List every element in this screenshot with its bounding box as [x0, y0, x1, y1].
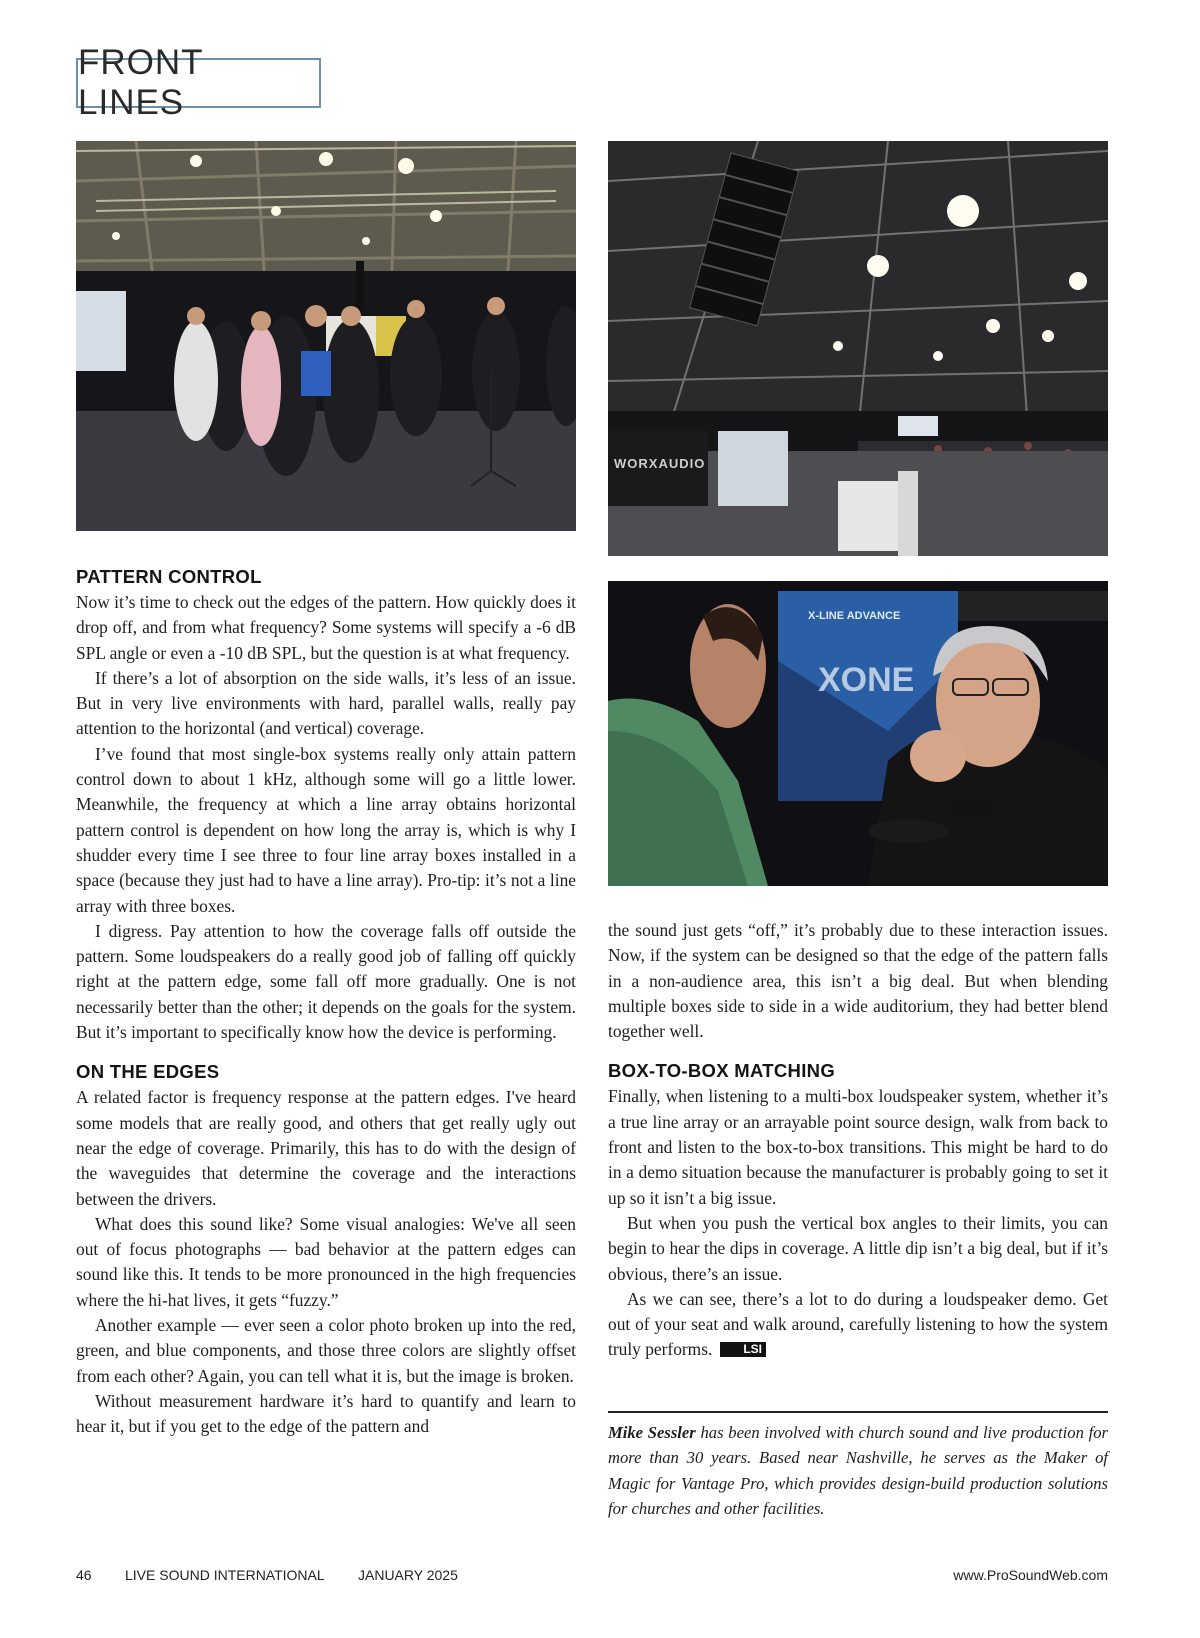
page-number: 46 [76, 1567, 92, 1583]
heading-on-the-edges: ON THE EDGES [76, 1061, 220, 1083]
paragraph: Now it’s time to check out the edges of the pattern. How quickly does it drop off, and from what frequency? Some systems will specify a -6 dB SPL angle or even a -10 dB SPL, but the question is at what frequency. [76, 592, 576, 663]
paragraph: What does this sound like? Some visual analogies: We've all seen out of focus photographs — bad behavior at the pattern edges can sound like this. It tends to be more pronounced in the high frequencies where the hi-hat lives, it gets “fuzzy.” [76, 1213, 576, 1310]
paragraph-final-text: As we can see, there’s a lot to do during a loudspeaker demo. Get out of your seat and walk around, carefully listening to how the system truly performs. [608, 1288, 1108, 1360]
end-mark: LSI [720, 1342, 766, 1357]
paragraph: I’ve found that most single-box systems really only attain pattern control down to about 1 kHz, although some will go a little lower. Meanwhile, the frequency at which a line array obtains horizontal pattern control is dependent on how long the array is, which is why I shudder every time I see three to four line array boxes installed in a space (because they just had to have a line array). Pro-tip: it’s not a line array with three boxes. [76, 743, 576, 916]
paragraph: If there’s a lot of absorption on the side walls, it’s less of an issue. But in very live environments with hard, parallel walls, really pay attention to the horizontal (and vertical) coverage. [76, 667, 576, 739]
author-name: Mike Sessler [608, 1423, 696, 1442]
magazine-name: LIVE SOUND INTERNATIONAL [125, 1567, 325, 1583]
issue-date: JANUARY 2025 [358, 1567, 458, 1583]
heading-pattern-control: PATTERN CONTROL [76, 566, 262, 587]
paragraph: Another example — ever seen a color photo broken up into the red, green, and blue components, and those three colors are slightly offset from each other? Again, you can tell what it is, but the image is broken. [76, 1315, 576, 1386]
worxaudio-sign: WORXAUDIO [614, 456, 706, 471]
article-column-left [76, 564, 576, 1440]
paragraph-final [608, 1287, 1108, 1363]
paragraph: A related factor is frequency response at the pattern edges. I've heard some models that are really good, and others that get really ugly out near the edge of coverage. Primarily, this has to do with the design of the waveguides that determine the coverage and the interactions between the drivers. [76, 1087, 576, 1209]
xone-sign: XONE [818, 661, 915, 699]
paragraph: Without measurement hardware it’s hard to quantify and learn to hear it, but if you get to the edge of the pattern and [76, 1390, 576, 1437]
section-label: FRONT LINES [76, 58, 321, 108]
photo-booth-conversation [608, 581, 1108, 886]
author-bio [608, 1420, 1108, 1521]
paragraph: Finally, when listening to a multi-box loudspeaker system, whether it’s a true line array or an arrayable point source design, walk from back to front and listen to the box-to-box transitions. This might be hard to do in a demo situation because the manufacturer is probably going to set it up so it isn’t a big issue. [608, 1086, 1108, 1208]
paragraph: But when you push the vertical box angles to their limits, you can begin to hear the dips in coverage. A little dip isn’t a big deal, but if it’s obvious, there’s an issue. [608, 1212, 1108, 1284]
paragraph: I digress. Pay attention to how the coverage falls off outside the pattern. Some loudspeakers do a really good job of falling off quickly right at the pattern edge, some fall off more gradually. One is not necessarily better than the other; it depends on the goals for the system. But it’s important to specifically know how the device is performing. [76, 920, 576, 1043]
author-bio-text: has been involved with church sound and live production for more than 30 years. Based near Nashville, he serves as the Maker of Magic for Vantage Pro, which provides design-build production solutions for churches and other facilities. [608, 1423, 1108, 1518]
photo-line-array-hall [608, 141, 1108, 556]
website-link[interactable]: www.ProSoundWeb.com [953, 1567, 1108, 1583]
bio-divider [608, 1411, 1108, 1413]
xline-banner: X-LINE ADVANCE [808, 610, 901, 622]
heading-box-to-box-matching: BOX-TO-BOX MATCHING [608, 1060, 836, 1082]
photo-demo-crowd [76, 141, 576, 531]
article-column-right [608, 918, 1108, 1363]
paragraph: the sound just gets “off,” it’s probably due to these interaction issues. Now, if the system can be designed so that the edge of the pattern falls in a non-audience area, this isn’t a big deal. But when blending multiple boxes side to side in a wide auditorium, they had better blend together well. [608, 920, 1108, 1042]
